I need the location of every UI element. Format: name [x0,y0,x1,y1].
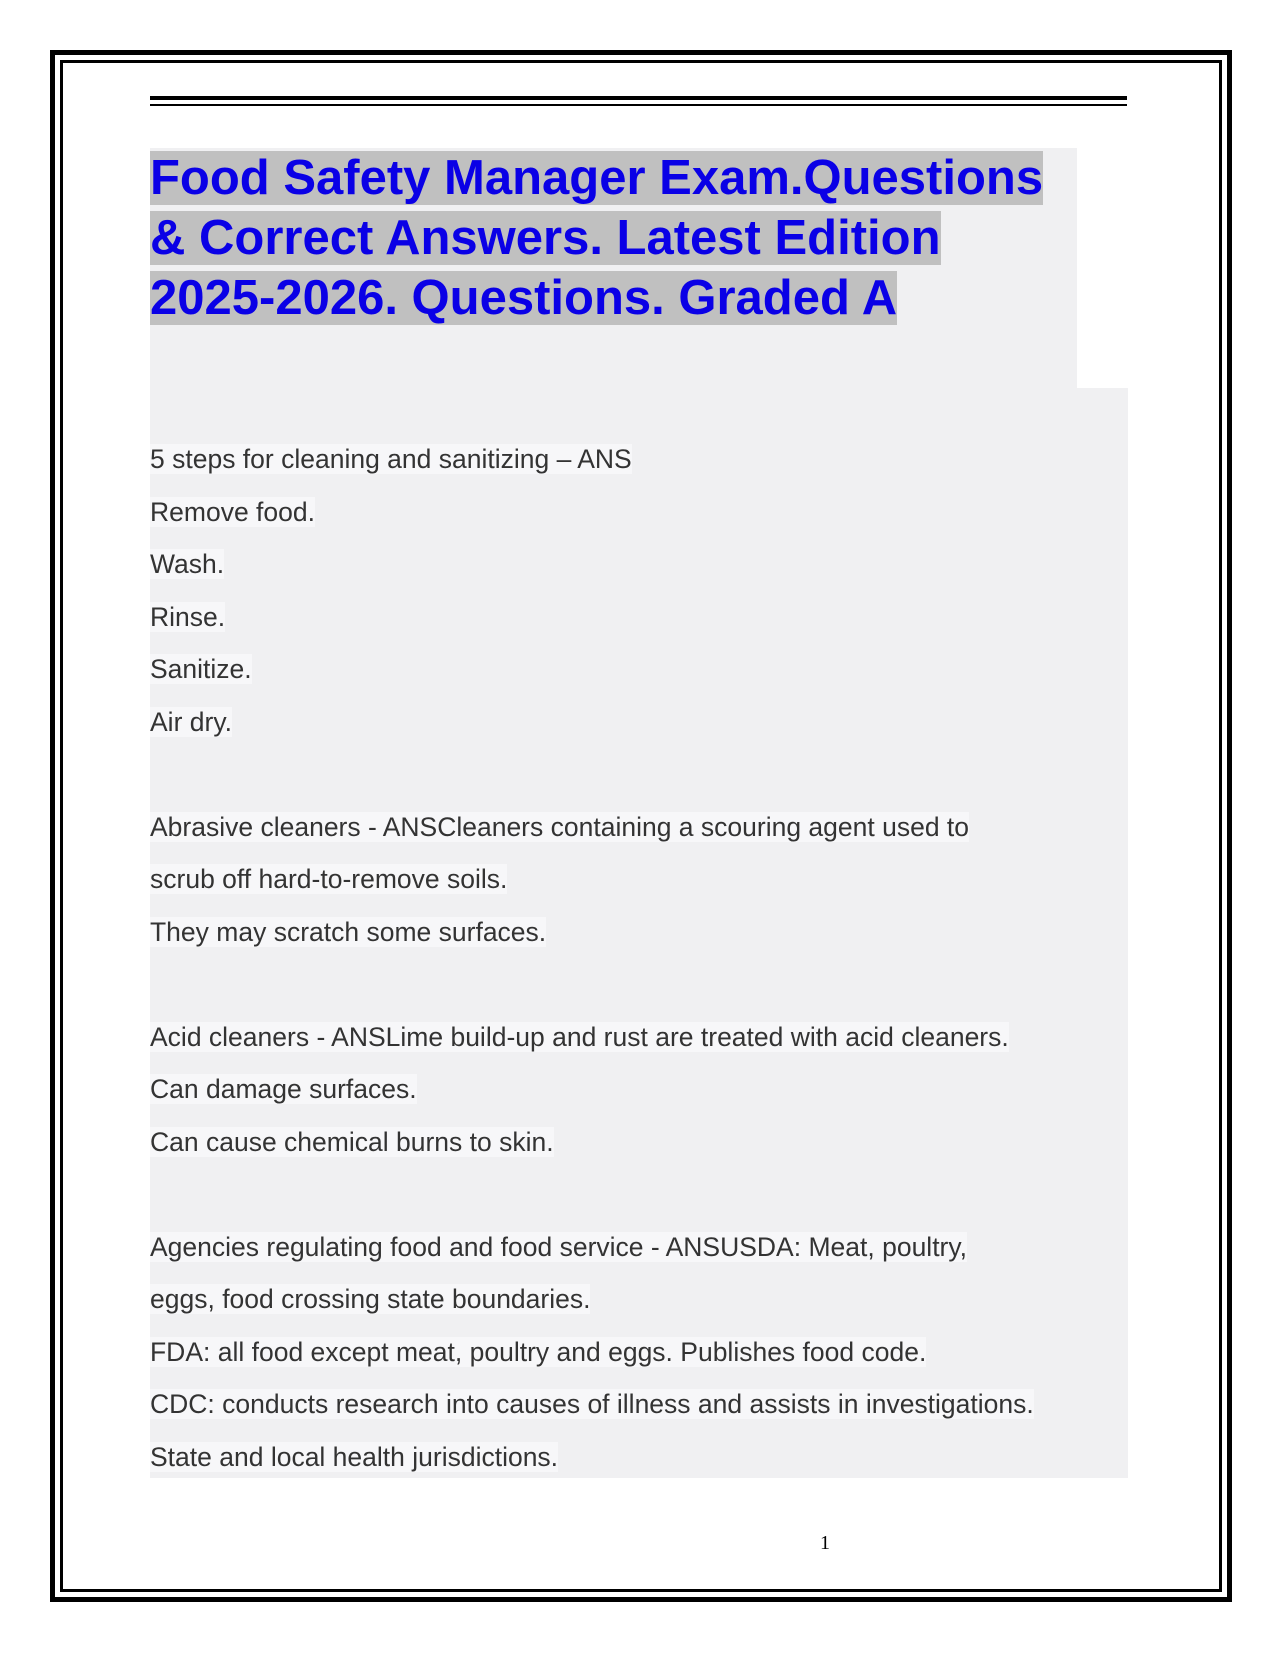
page-number: 1 [820,1532,830,1554]
body-line-text: Rinse. [150,601,226,632]
body-line-text: scrub off hard-to-remove soils. [150,864,508,894]
body-line-text: eggs, food crossing state boundaries. [150,1284,591,1314]
body-line-text: CDC: conducts research into causes of illness and assists in investigations. [150,1389,1034,1419]
body-line [150,1273,1128,1326]
body-line-text: Remove food. [150,496,315,527]
document-title-text: Food Safety Manager Exam.Questions & Correct Answers. Latest Edition 2025-2026. Questions. Graded A [150,151,1044,325]
header-rule-thin [150,104,1127,106]
body-line-text: Can cause chemical burns to skin. [150,1126,554,1157]
body-line [150,801,1128,854]
body-line [150,1431,1128,1484]
body-line-text: Abrasive cleaners - ANSCleaners containing a scouring agent used to [150,811,970,842]
body-line [150,643,1128,696]
body-line [150,433,1128,486]
body-line [150,1063,1128,1116]
body-line [150,591,1128,644]
body-line [150,1221,1128,1274]
document-body [150,433,1128,1483]
blank-line [150,958,1128,1011]
document-title [150,148,1077,328]
body-line-text: State and local health jurisdictions. [150,1441,559,1472]
body-line [150,853,1128,906]
body-line-text: Wash. [150,549,225,579]
body-line-text: Acid cleaners - ANSLime build-up and rust are treated with acid cleaners. [150,1021,1009,1052]
body-line-text: FDA: all food except meat, poultry and eggs. Publishes food code. [150,1336,927,1367]
blank-line [150,1168,1128,1221]
header-rule-thick [150,96,1127,100]
body-line [150,486,1128,539]
body-line [150,1011,1128,1064]
body-line-text: 5 steps for cleaning and sanitizing – ANS [150,444,632,474]
body-line-text: Can damage surfaces. [150,1074,417,1104]
blank-line [150,748,1128,801]
body-line [150,906,1128,959]
body-line [150,1116,1128,1169]
body-line-text: Agencies regulating food and food service - ANSUSDA: Meat, poultry, [150,1231,968,1262]
body-line [150,538,1128,591]
body-line [150,696,1128,749]
body-line-text: They may scratch some surfaces. [150,916,547,947]
body-line [150,1326,1128,1379]
body-line [150,1378,1128,1431]
body-line-text: Sanitize. [150,654,252,684]
body-line-text: Air dry. [150,706,232,737]
